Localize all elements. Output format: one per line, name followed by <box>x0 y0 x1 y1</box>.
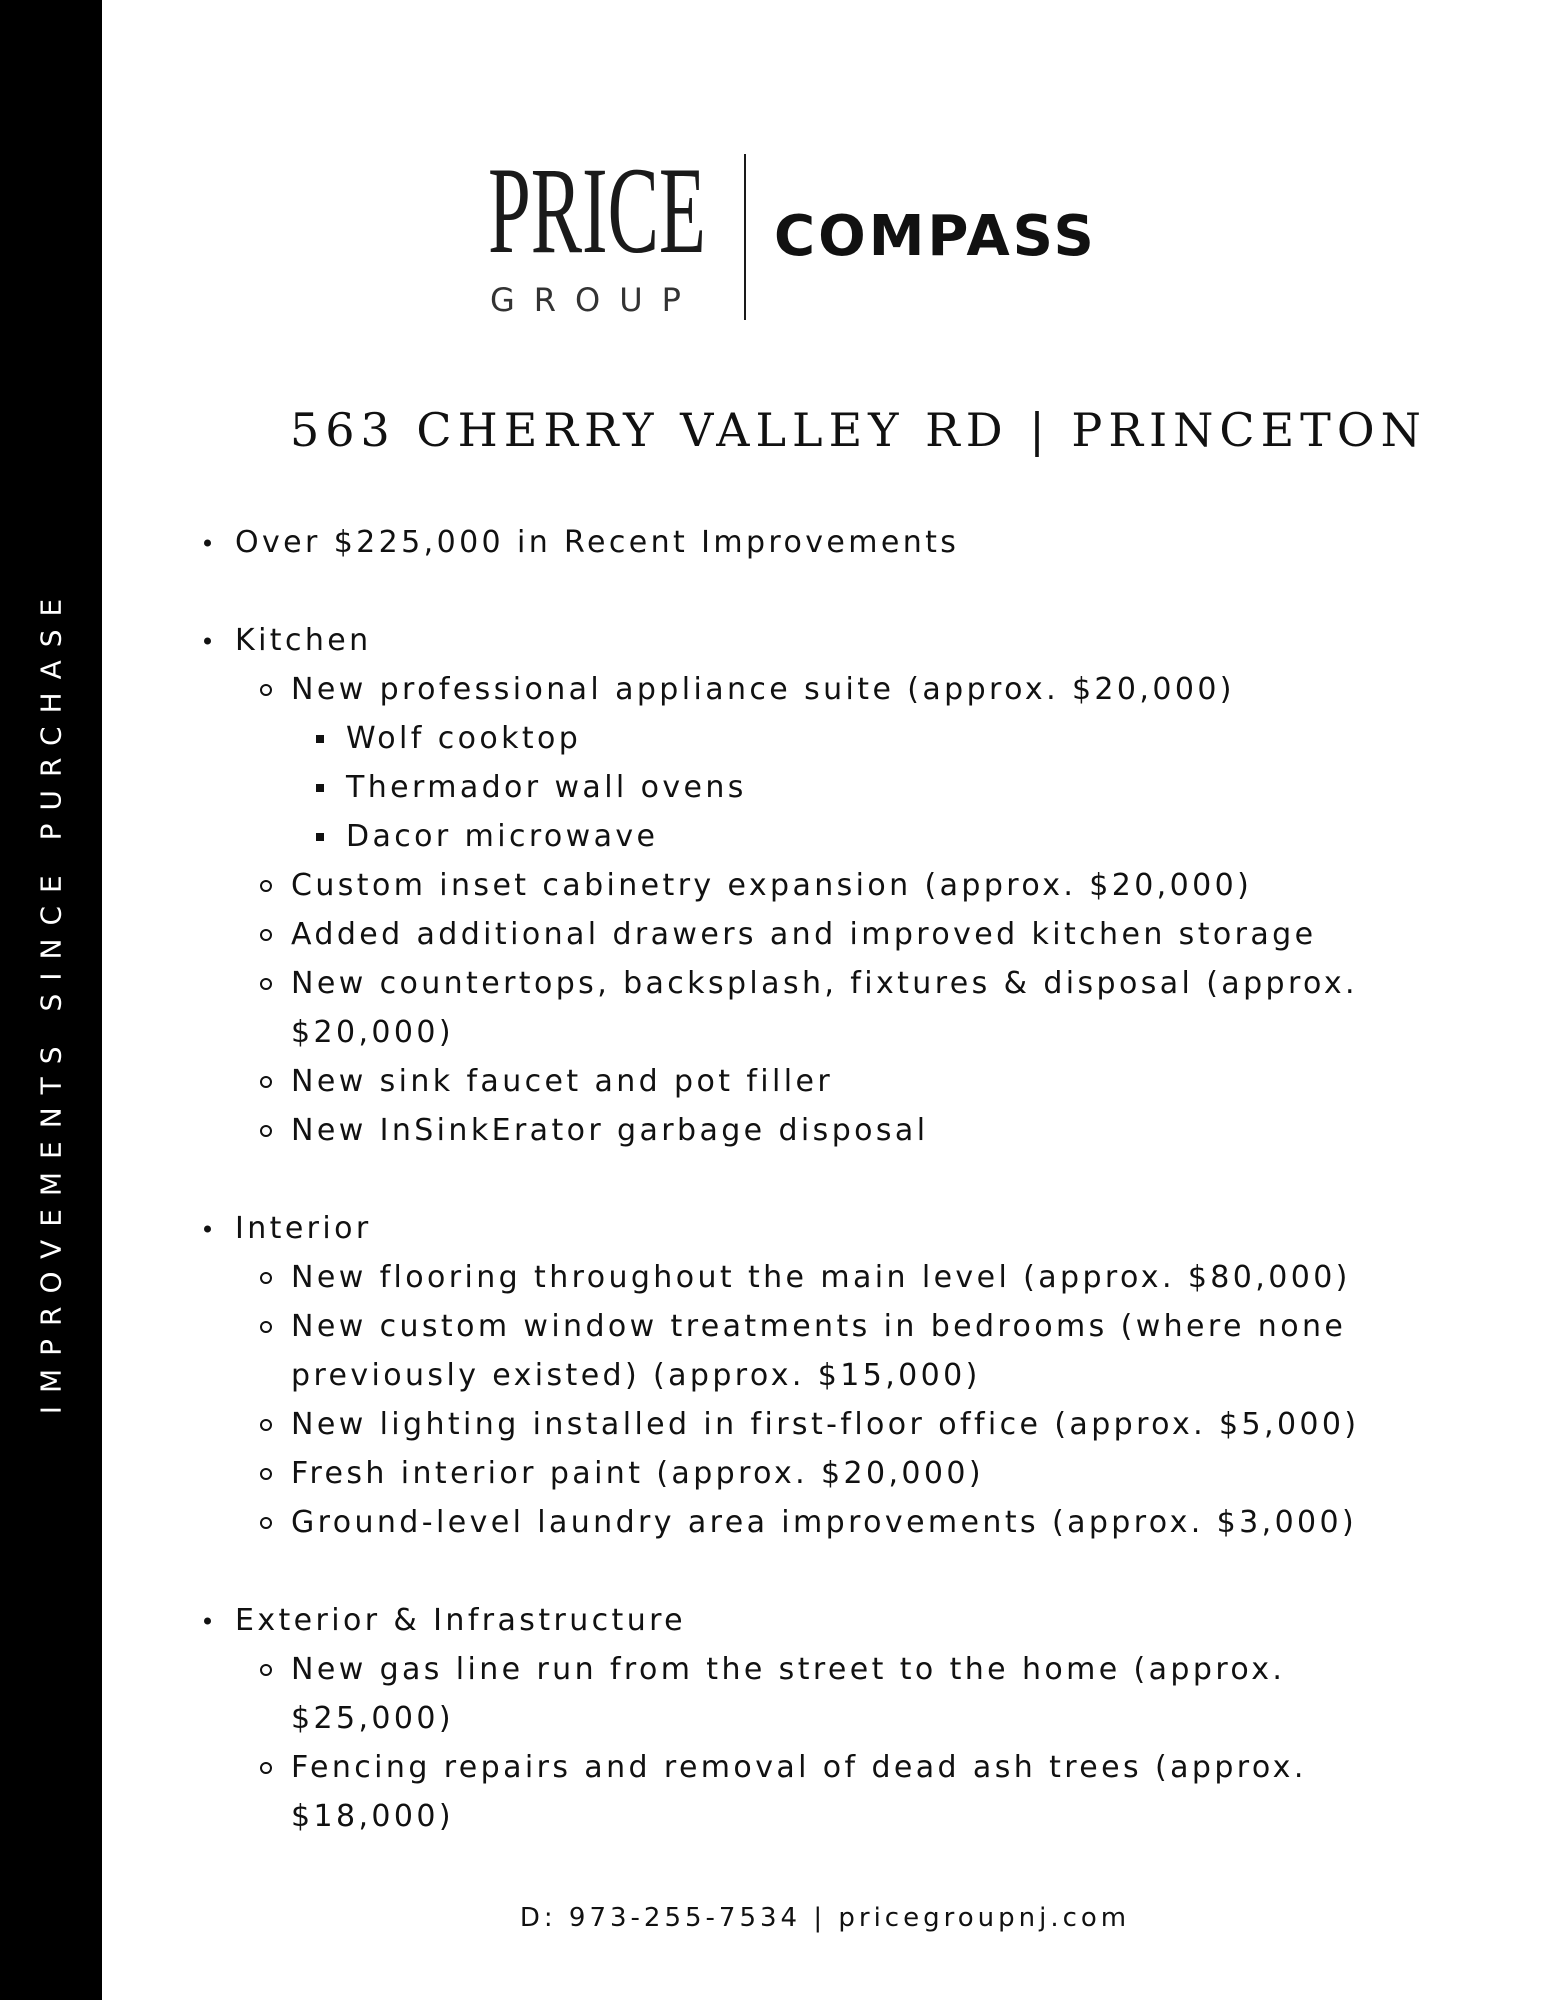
list-item-continuation: previously existed) (approx. $15,000) <box>291 1358 981 1393</box>
bullet-circle-icon <box>260 1125 272 1137</box>
sidebar-title: IMPROVEMENTS SINCE PURCHASE <box>34 585 68 1415</box>
bullet-square-icon <box>316 784 324 792</box>
bullet-square-icon <box>316 735 324 743</box>
list-item: New lighting installed in first-floor office (approx. $5,000) <box>200 1400 1390 1449</box>
bullet-circle-icon <box>260 684 272 696</box>
section-heading-kitchen: Kitchen <box>200 616 1390 665</box>
list-item: Fresh interior paint (approx. $20,000) <box>200 1449 1390 1498</box>
bullet-circle-icon <box>260 1762 272 1774</box>
list-item: New professional appliance suite (approx. $20,000) <box>200 665 1390 714</box>
bullet-circle-icon <box>260 1664 272 1676</box>
list-item: Custom inset cabinetry expansion (approx. $20,000) <box>200 861 1390 910</box>
bullet-circle-icon <box>260 1272 272 1284</box>
bullet-circle-icon <box>260 1517 272 1529</box>
list-item: New countertops, backsplash, fixtures & disposal (approx. <box>200 959 1390 1008</box>
list-item-continuation: $20,000) <box>291 1015 454 1050</box>
bullet-circle-icon <box>260 880 272 892</box>
brand-logo <box>488 142 1138 327</box>
bullet-circle-icon <box>260 1321 272 1333</box>
bullet-circle-icon <box>260 1468 272 1480</box>
bullet-circle-icon <box>260 1076 272 1088</box>
list-item: New InSinkErator garbage disposal <box>200 1106 1390 1155</box>
bullet-dot-icon <box>204 539 211 546</box>
logo-compass-wordmark: COMPASS <box>774 204 1097 269</box>
property-title: 563 CHERRY VALLEY RD | PRINCETON <box>290 403 1427 457</box>
bullet-dot-icon <box>204 637 211 644</box>
list-item: New custom window treatments in bedrooms (where none <box>200 1302 1390 1351</box>
section-heading-interior: Interior <box>200 1204 1390 1253</box>
logo-divider <box>744 154 746 320</box>
sidebar-band <box>0 0 102 2000</box>
contact-footer: D: 973-255-7534 | pricegroupnj.com <box>519 1903 1131 1933</box>
bullet-circle-icon <box>260 978 272 990</box>
bullet-circle-icon <box>260 1419 272 1431</box>
list-item: New gas line run from the street to the home (approx. <box>200 1645 1390 1694</box>
logo-price-wordmark: PRICE <box>488 142 706 279</box>
bullet-dot-icon <box>204 1617 211 1624</box>
list-item: New sink faucet and pot filler <box>200 1057 1390 1106</box>
logo-group-wordmark: GROUP <box>490 281 700 319</box>
list-item-continuation: $25,000) <box>291 1701 454 1736</box>
improvements-list <box>200 518 1390 1841</box>
list-item: Thermador wall ovens <box>200 763 1390 812</box>
list-item: New flooring throughout the main level (approx. $80,000) <box>200 1253 1390 1302</box>
list-item: Dacor microwave <box>200 812 1390 861</box>
list-item: Added additional drawers and improved kitchen storage <box>200 910 1390 959</box>
bullet-circle-icon <box>260 929 272 941</box>
section-heading-exterior: Exterior & Infrastructure <box>200 1596 1390 1645</box>
bullet-square-icon <box>316 833 324 841</box>
bullet-dot-icon <box>204 1225 211 1232</box>
list-item: Fencing repairs and removal of dead ash trees (approx. <box>200 1743 1390 1792</box>
list-item: Ground-level laundry area improvements (approx. $3,000) <box>200 1498 1390 1547</box>
list-item-continuation: $18,000) <box>291 1799 454 1834</box>
list-item-summary: Over $225,000 in Recent Improvements <box>200 518 1390 567</box>
list-item: Wolf cooktop <box>200 714 1390 763</box>
